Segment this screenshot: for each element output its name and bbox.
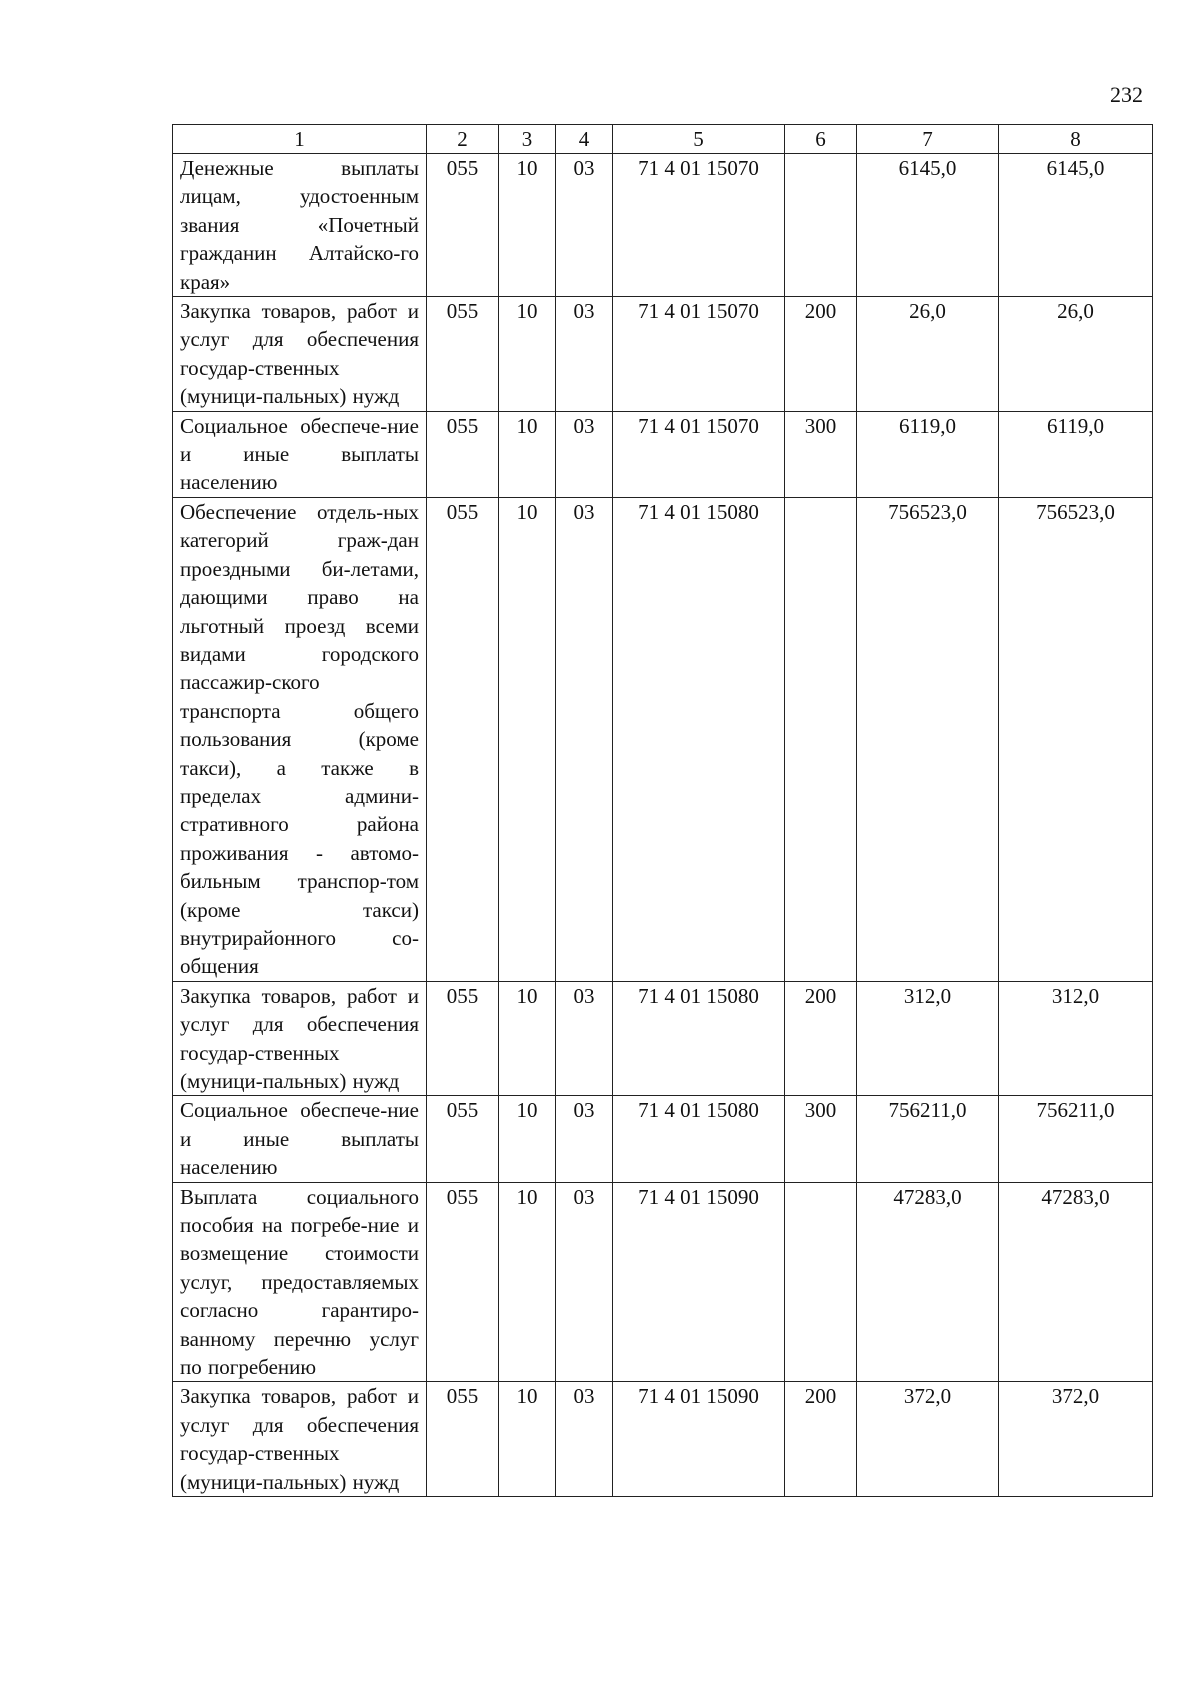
cell-ministry-code: 055 xyxy=(427,981,499,1096)
cell-subsection-code: 03 xyxy=(556,1182,613,1382)
cell-amount-8: 47283,0 xyxy=(999,1182,1153,1382)
cell-amount-7: 372,0 xyxy=(857,1382,999,1497)
cell-expense-type: 200 xyxy=(785,297,857,412)
table-row xyxy=(173,497,1153,981)
row-description: Обеспечение отдель-ных категорий граж-дан проездными би-летами, дающими право на льготный проезд всеми видами городского пассажир-ского транспорта общего пользования (кроме такси), а также в пределах админи-стративного района проживания - автомо-бильным транспор-том (кроме такси) внутрирайонного со-общения xyxy=(173,497,427,981)
cell-amount-8: 6145,0 xyxy=(999,154,1153,297)
cell-amount-8: 372,0 xyxy=(999,1382,1153,1497)
budget-table xyxy=(172,124,1153,1497)
cell-expense-type: 300 xyxy=(785,411,857,497)
cell-subsection-code: 03 xyxy=(556,411,613,497)
cell-ministry-code: 055 xyxy=(427,1182,499,1382)
cell-section-code: 10 xyxy=(499,411,556,497)
column-header: 3 xyxy=(499,125,556,154)
table-row xyxy=(173,981,1153,1096)
cell-section-code: 10 xyxy=(499,981,556,1096)
cell-subsection-code: 03 xyxy=(556,1382,613,1497)
cell-amount-8: 756211,0 xyxy=(999,1096,1153,1182)
cell-subsection-code: 03 xyxy=(556,981,613,1096)
row-description: Закупка товаров, работ и услуг для обеспечения государ-ственных (муници-пальных) нужд xyxy=(173,297,427,412)
column-header: 2 xyxy=(427,125,499,154)
cell-ministry-code: 055 xyxy=(427,1096,499,1182)
cell-amount-7: 756523,0 xyxy=(857,497,999,981)
cell-section-code: 10 xyxy=(499,1096,556,1182)
row-description: Закупка товаров, работ и услуг для обеспечения государ-ственных (муници-пальных) нужд xyxy=(173,1382,427,1497)
cell-amount-7: 756211,0 xyxy=(857,1096,999,1182)
table-row xyxy=(173,154,1153,297)
cell-section-code: 10 xyxy=(499,497,556,981)
column-header: 4 xyxy=(556,125,613,154)
table-row xyxy=(173,1382,1153,1497)
cell-section-code: 10 xyxy=(499,154,556,297)
column-header: 6 xyxy=(785,125,857,154)
cell-section-code: 10 xyxy=(499,1182,556,1382)
cell-ministry-code: 055 xyxy=(427,411,499,497)
cell-expense-type xyxy=(785,1182,857,1382)
cell-target-article: 71 4 01 15090 xyxy=(613,1182,785,1382)
row-description: Денежные выплаты лицам, удостоенным звания «Почетный гражданин Алтайско-го края» xyxy=(173,154,427,297)
column-header: 8 xyxy=(999,125,1153,154)
row-description: Социальное обеспече-ние и иные выплаты населению xyxy=(173,1096,427,1182)
row-description: Выплата социального пособия на погребе-ние и возмещение стоимости услуг, предоставляемых согласно гарантиро-ванному перечню услуг по погребению xyxy=(173,1182,427,1382)
table-row xyxy=(173,297,1153,412)
cell-target-article: 71 4 01 15080 xyxy=(613,497,785,981)
cell-target-article: 71 4 01 15080 xyxy=(613,981,785,1096)
cell-target-article: 71 4 01 15090 xyxy=(613,1382,785,1497)
cell-target-article: 71 4 01 15070 xyxy=(613,297,785,412)
cell-ministry-code: 055 xyxy=(427,497,499,981)
cell-ministry-code: 055 xyxy=(427,297,499,412)
cell-amount-8: 26,0 xyxy=(999,297,1153,412)
cell-expense-type xyxy=(785,497,857,981)
cell-amount-7: 26,0 xyxy=(857,297,999,412)
page-number: 232 xyxy=(1110,82,1143,107)
cell-amount-8: 756523,0 xyxy=(999,497,1153,981)
column-header: 7 xyxy=(857,125,999,154)
cell-amount-8: 6119,0 xyxy=(999,411,1153,497)
cell-target-article: 71 4 01 15070 xyxy=(613,154,785,297)
cell-amount-8: 312,0 xyxy=(999,981,1153,1096)
cell-subsection-code: 03 xyxy=(556,297,613,412)
column-header: 5 xyxy=(613,125,785,154)
column-header: 1 xyxy=(173,125,427,154)
cell-expense-type: 200 xyxy=(785,981,857,1096)
cell-section-code: 10 xyxy=(499,1382,556,1497)
cell-section-code: 10 xyxy=(499,297,556,412)
cell-amount-7: 6145,0 xyxy=(857,154,999,297)
table-row xyxy=(173,1096,1153,1182)
row-description: Социальное обеспече-ние и иные выплаты населению xyxy=(173,411,427,497)
table-header-row xyxy=(173,125,1153,154)
cell-amount-7: 47283,0 xyxy=(857,1182,999,1382)
cell-expense-type xyxy=(785,154,857,297)
cell-expense-type: 200 xyxy=(785,1382,857,1497)
cell-target-article: 71 4 01 15080 xyxy=(613,1096,785,1182)
table-row xyxy=(173,411,1153,497)
cell-ministry-code: 055 xyxy=(427,154,499,297)
cell-subsection-code: 03 xyxy=(556,154,613,297)
cell-subsection-code: 03 xyxy=(556,1096,613,1182)
cell-subsection-code: 03 xyxy=(556,497,613,981)
cell-amount-7: 312,0 xyxy=(857,981,999,1096)
cell-ministry-code: 055 xyxy=(427,1382,499,1497)
cell-amount-7: 6119,0 xyxy=(857,411,999,497)
cell-expense-type: 300 xyxy=(785,1096,857,1182)
row-description: Закупка товаров, работ и услуг для обеспечения государ-ственных (муници-пальных) нужд xyxy=(173,981,427,1096)
table-row xyxy=(173,1182,1153,1382)
cell-target-article: 71 4 01 15070 xyxy=(613,411,785,497)
